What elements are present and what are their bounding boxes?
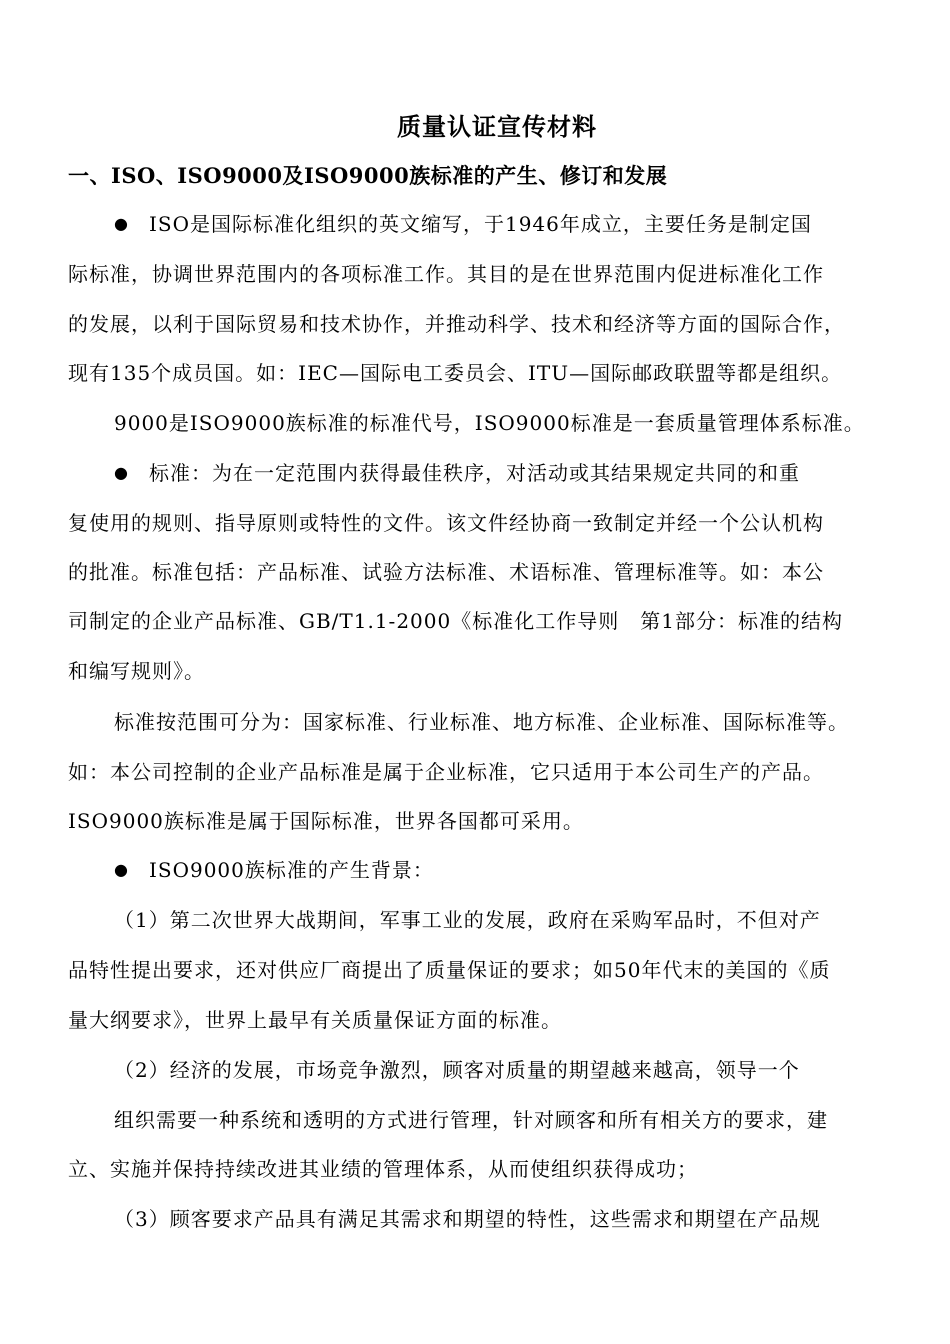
paragraph-line: （3）顾客要求产品具有满足其需求和期望的特性，这些需求和期望在产品规 [114, 1207, 821, 1231]
paragraph-line: 组织需要一种系统和透明的方式进行管理，针对顾客和所有相关方的要求，建 [114, 1108, 828, 1132]
paragraph-line: ● ISO9000族标准的产生背景： [114, 855, 434, 887]
paragraph-line: 和编写规则》。 [68, 659, 205, 683]
paragraph-line: ● 标准：为在一定范围内获得最佳秩序，对活动或其结果规定共同的和重 [114, 458, 800, 490]
paragraph-line: 的批准。标准包括：产品标准、试验方法标准、术语标准、管理标准等。如：本公 [68, 560, 824, 584]
paragraph-line: （1）第二次世界大战期间，军事工业的发展，政府在采购军品时，不但对产 [114, 908, 821, 932]
document-title: 质量认证宣传材料 [397, 113, 597, 141]
paragraph-line: 复使用的规则、指导原则或特性的文件。该文件经协商一致制定并经一个公认机构 [68, 511, 824, 535]
paragraph-line: 的发展，以利于国际贸易和技术协作，并推动科学、技术和经济等方面的国际合作， [68, 312, 845, 336]
bullet-icon: ● [114, 463, 129, 482]
paragraph-line: ● ISO是国际标准化组织的英文缩写，于1946年成立，主要任务是制定国 [114, 209, 812, 241]
paragraph-line: ISO9000族标准是属于国际标准，世界各国都可采用。 [68, 809, 584, 833]
paragraph-line: 9000是ISO9000族标准的标准代号，ISO9000标准是一套质量管理体系标准。 [114, 411, 865, 435]
paragraph-line: （2）经济的发展，市场竞争激烈，顾客对质量的期望越来越高，领导一个 [114, 1058, 800, 1082]
paragraph-line: 如：本公司控制的企业产品标准是属于企业标准，它只适用于本公司生产的产品。 [68, 760, 824, 784]
paragraph-line: 品特性提出要求，还对供应厂商提出了质量保证的要求；如50年代末的美国的《质 [68, 958, 831, 982]
paragraph-line: 量大纲要求》，世界上最早有关质量保证方面的标准。 [68, 1008, 562, 1032]
bullet-icon: ● [114, 214, 129, 233]
section-heading: 一、ISO、ISO9000及ISO9000族标准的产生、修订和发展 [68, 163, 668, 188]
paragraph-line: 立、实施并保持持续改进其业绩的管理体系，从而使组织获得成功； [68, 1157, 698, 1181]
bullet-icon: ● [114, 860, 129, 879]
paragraph-line: 现有135个成员国。如：IEC—国际电工委员会、ITU—国际邮政联盟等都是组织。 [68, 361, 843, 385]
paragraph-line: 司制定的企业产品标准、GB/T1.1-2000《标准化工作导则 第1部分：标准的结构 [68, 609, 843, 633]
paragraph-line: 标准按范围可分为：国家标准、行业标准、地方标准、企业标准、国际标准等。 [114, 710, 849, 734]
paragraph-line: 际标准，协调世界范围内的各项标准工作。其目的是在世界范围内促进标准化工作 [68, 262, 824, 286]
